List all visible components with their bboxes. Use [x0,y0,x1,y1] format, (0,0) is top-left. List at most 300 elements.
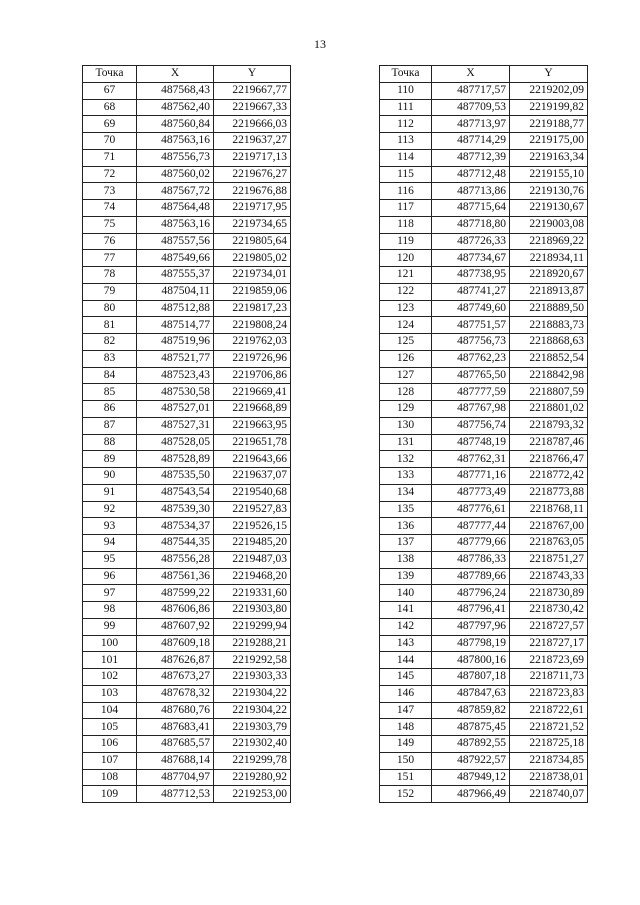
y-coordinate-cell: 2219304,22 [214,685,291,702]
table-row [380,334,588,351]
point-number-cell: 69 [83,116,137,133]
x-coordinate-cell: 487773,49 [432,484,510,501]
x-coordinate-cell: 487539,30 [137,501,214,518]
table-row [380,434,588,451]
y-coordinate-cell: 2219253,00 [214,786,291,803]
y-coordinate-cell: 2218852,54 [510,350,588,367]
table-row [380,551,588,568]
x-coordinate-cell: 487726,33 [432,233,510,250]
point-number-cell: 109 [83,786,137,803]
y-coordinate-cell: 2218913,87 [510,283,588,300]
y-coordinate-cell: 2218793,32 [510,417,588,434]
table-row [380,384,588,401]
y-coordinate-cell: 2218711,73 [510,669,588,686]
y-coordinate-cell: 2218725,18 [510,736,588,753]
table-row [83,669,291,686]
x-coordinate-cell: 487762,23 [432,350,510,367]
y-coordinate-cell: 2218723,83 [510,685,588,702]
table-row [380,216,588,233]
y-coordinate-cell: 2219188,77 [510,116,588,133]
y-coordinate-cell: 2219485,20 [214,535,291,552]
header-point: Точка [83,66,137,83]
x-coordinate-cell: 487556,73 [137,149,214,166]
y-coordinate-cell: 2219003,08 [510,216,588,233]
table-row [83,334,291,351]
y-coordinate-cell: 2219651,78 [214,434,291,451]
point-number-cell: 127 [380,367,432,384]
table-row [380,300,588,317]
point-number-cell: 141 [380,602,432,619]
point-number-cell: 142 [380,618,432,635]
x-coordinate-cell: 487606,86 [137,602,214,619]
point-number-cell: 97 [83,585,137,602]
x-coordinate-cell: 487567,72 [137,183,214,200]
point-number-cell: 129 [380,401,432,418]
point-number-cell: 111 [380,99,432,116]
table-row [83,685,291,702]
point-number-cell: 149 [380,736,432,753]
x-coordinate-cell: 487718,80 [432,216,510,233]
table-row [83,233,291,250]
point-number-cell: 144 [380,652,432,669]
x-coordinate-cell: 487543,54 [137,484,214,501]
y-coordinate-cell: 2219667,33 [214,99,291,116]
point-number-cell: 143 [380,635,432,652]
x-coordinate-cell: 487777,59 [432,384,510,401]
x-coordinate-cell: 487709,53 [432,99,510,116]
table-row [380,652,588,669]
x-coordinate-cell: 487859,82 [432,702,510,719]
x-coordinate-cell: 487504,11 [137,283,214,300]
table-row [380,618,588,635]
table-row [380,685,588,702]
x-coordinate-cell: 487875,45 [432,719,510,736]
y-coordinate-cell: 2219805,02 [214,250,291,267]
y-coordinate-cell: 2219331,60 [214,585,291,602]
table-row [380,133,588,150]
table-row [83,133,291,150]
point-number-cell: 130 [380,417,432,434]
y-coordinate-cell: 2219734,65 [214,216,291,233]
x-coordinate-cell: 487688,14 [137,752,214,769]
header-x: X [137,66,214,83]
x-coordinate-cell: 487704,97 [137,769,214,786]
y-coordinate-cell: 2219303,80 [214,602,291,619]
table-row [83,166,291,183]
y-coordinate-cell: 2219663,95 [214,417,291,434]
point-number-cell: 118 [380,216,432,233]
point-number-cell: 104 [83,702,137,719]
table-row [83,417,291,434]
x-coordinate-cell: 487564,48 [137,200,214,217]
y-coordinate-cell: 2219717,95 [214,200,291,217]
table-row [83,183,291,200]
point-number-cell: 122 [380,283,432,300]
point-number-cell: 85 [83,384,137,401]
point-number-cell: 131 [380,434,432,451]
y-coordinate-cell: 2219676,88 [214,183,291,200]
point-number-cell: 83 [83,350,137,367]
x-coordinate-cell: 487922,57 [432,752,510,769]
y-coordinate-cell: 2219303,79 [214,719,291,736]
table-row [83,317,291,334]
point-number-cell: 100 [83,635,137,652]
point-number-cell: 68 [83,99,137,116]
x-coordinate-cell: 487762,31 [432,451,510,468]
table-row [380,786,588,803]
y-coordinate-cell: 2218889,50 [510,300,588,317]
y-coordinate-cell: 2219468,20 [214,568,291,585]
point-number-cell: 77 [83,250,137,267]
table-row [380,317,588,334]
x-coordinate-cell: 487512,88 [137,300,214,317]
table-row [83,350,291,367]
x-coordinate-cell: 487535,50 [137,468,214,485]
table-row [380,166,588,183]
y-coordinate-cell: 2219527,83 [214,501,291,518]
y-coordinate-cell: 2219163,34 [510,149,588,166]
table-row [83,250,291,267]
y-coordinate-cell: 2218920,67 [510,267,588,284]
point-number-cell: 82 [83,334,137,351]
y-coordinate-cell: 2219762,03 [214,334,291,351]
table-header-row [380,66,588,83]
header-point: Точка [380,66,432,83]
y-coordinate-cell: 2219637,27 [214,133,291,150]
table-row [380,669,588,686]
point-number-cell: 136 [380,518,432,535]
y-coordinate-cell: 2219817,23 [214,300,291,317]
table-row [380,518,588,535]
y-coordinate-cell: 2218766,47 [510,451,588,468]
table-row [83,568,291,585]
point-number-cell: 87 [83,417,137,434]
y-coordinate-cell: 2218738,01 [510,769,588,786]
point-number-cell: 116 [380,183,432,200]
table-row [380,769,588,786]
x-coordinate-cell: 487609,18 [137,635,214,652]
table-row [380,585,588,602]
y-coordinate-cell: 2218730,89 [510,585,588,602]
x-coordinate-cell: 487530,58 [137,384,214,401]
table-row [380,401,588,418]
point-number-cell: 75 [83,216,137,233]
y-coordinate-cell: 2219643,66 [214,451,291,468]
point-number-cell: 145 [380,669,432,686]
table-row [83,216,291,233]
y-coordinate-cell: 2218763,05 [510,535,588,552]
x-coordinate-cell: 487949,12 [432,769,510,786]
point-number-cell: 101 [83,652,137,669]
y-coordinate-cell: 2219717,13 [214,149,291,166]
table-row [83,82,291,99]
x-coordinate-cell: 487712,39 [432,149,510,166]
x-coordinate-cell: 487734,67 [432,250,510,267]
x-coordinate-cell: 487796,24 [432,585,510,602]
point-number-cell: 93 [83,518,137,535]
y-coordinate-cell: 2219299,94 [214,618,291,635]
x-coordinate-cell: 487563,16 [137,133,214,150]
table-row [380,501,588,518]
y-coordinate-cell: 2218722,61 [510,702,588,719]
table-header-row [83,66,291,83]
x-coordinate-cell: 487712,53 [137,786,214,803]
point-number-cell: 88 [83,434,137,451]
y-coordinate-cell: 2218787,46 [510,434,588,451]
point-number-cell: 139 [380,568,432,585]
x-coordinate-cell: 487798,19 [432,635,510,652]
table-row [380,116,588,133]
point-number-cell: 132 [380,451,432,468]
x-coordinate-cell: 487807,18 [432,669,510,686]
y-coordinate-cell: 2218751,27 [510,551,588,568]
page-number: 13 [314,37,326,51]
point-number-cell: 74 [83,200,137,217]
x-coordinate-cell: 487561,36 [137,568,214,585]
x-coordinate-cell: 487528,89 [137,451,214,468]
x-coordinate-cell: 487786,33 [432,551,510,568]
point-number-cell: 67 [83,82,137,99]
y-coordinate-cell: 2218767,00 [510,518,588,535]
point-number-cell: 102 [83,669,137,686]
header-y: Y [510,66,588,83]
table-row [83,585,291,602]
point-number-cell: 70 [83,133,137,150]
x-coordinate-cell: 487779,66 [432,535,510,552]
point-number-cell: 92 [83,501,137,518]
table-row [83,267,291,284]
point-number-cell: 140 [380,585,432,602]
y-coordinate-cell: 2219726,96 [214,350,291,367]
y-coordinate-cell: 2219288,21 [214,635,291,652]
x-coordinate-cell: 487527,31 [137,417,214,434]
table-row [380,451,588,468]
point-number-cell: 134 [380,484,432,501]
x-coordinate-cell: 487599,22 [137,585,214,602]
point-number-cell: 72 [83,166,137,183]
table-row [380,233,588,250]
coordinates-table-left [82,65,291,803]
table-row [83,518,291,535]
point-number-cell: 78 [83,267,137,284]
table-row [380,350,588,367]
x-coordinate-cell: 487892,55 [432,736,510,753]
table-row [83,367,291,384]
x-coordinate-cell: 487673,27 [137,669,214,686]
y-coordinate-cell: 2219303,33 [214,669,291,686]
y-coordinate-cell: 2219669,41 [214,384,291,401]
point-number-cell: 107 [83,752,137,769]
table-row [83,300,291,317]
point-number-cell: 121 [380,267,432,284]
table-row [83,618,291,635]
table-row [83,468,291,485]
y-coordinate-cell: 2218721,52 [510,719,588,736]
point-number-cell: 73 [83,183,137,200]
table-row [83,769,291,786]
table-row [83,451,291,468]
point-number-cell: 146 [380,685,432,702]
point-number-cell: 90 [83,468,137,485]
y-coordinate-cell: 2219155,10 [510,166,588,183]
x-coordinate-cell: 487751,57 [432,317,510,334]
table-row [380,702,588,719]
y-coordinate-cell: 2218740,07 [510,786,588,803]
x-coordinate-cell: 487756,73 [432,334,510,351]
table-row [380,484,588,501]
table-row [83,434,291,451]
table-row [83,99,291,116]
point-number-cell: 76 [83,233,137,250]
point-number-cell: 124 [380,317,432,334]
y-coordinate-cell: 2219706,86 [214,367,291,384]
y-coordinate-cell: 2219526,15 [214,518,291,535]
point-number-cell: 91 [83,484,137,501]
y-coordinate-cell: 2219637,07 [214,468,291,485]
point-number-cell: 108 [83,769,137,786]
x-coordinate-cell: 487713,97 [432,116,510,133]
x-coordinate-cell: 487534,37 [137,518,214,535]
x-coordinate-cell: 487741,27 [432,283,510,300]
point-number-cell: 128 [380,384,432,401]
point-number-cell: 105 [83,719,137,736]
point-number-cell: 119 [380,233,432,250]
x-coordinate-cell: 487521,77 [137,350,214,367]
y-coordinate-cell: 2218727,17 [510,635,588,652]
y-coordinate-cell: 2218734,85 [510,752,588,769]
y-coordinate-cell: 2219304,22 [214,702,291,719]
y-coordinate-cell: 2218801,02 [510,401,588,418]
point-number-cell: 110 [380,82,432,99]
x-coordinate-cell: 487789,66 [432,568,510,585]
x-coordinate-cell: 487717,57 [432,82,510,99]
point-number-cell: 133 [380,468,432,485]
x-coordinate-cell: 487527,01 [137,401,214,418]
y-coordinate-cell: 2219859,06 [214,283,291,300]
y-coordinate-cell: 2219199,82 [510,99,588,116]
table-row [83,501,291,518]
table-row [83,752,291,769]
x-coordinate-cell: 487557,56 [137,233,214,250]
table-row [380,568,588,585]
point-number-cell: 71 [83,149,137,166]
point-number-cell: 86 [83,401,137,418]
point-number-cell: 135 [380,501,432,518]
point-number-cell: 117 [380,200,432,217]
x-coordinate-cell: 487777,44 [432,518,510,535]
x-coordinate-cell: 487563,16 [137,216,214,233]
x-coordinate-cell: 487560,84 [137,116,214,133]
x-coordinate-cell: 487796,41 [432,602,510,619]
table-row [380,149,588,166]
y-coordinate-cell: 2219667,77 [214,82,291,99]
table-row [380,99,588,116]
x-coordinate-cell: 487568,43 [137,82,214,99]
table-row [83,384,291,401]
x-coordinate-cell: 487738,95 [432,267,510,284]
table-row [83,602,291,619]
x-coordinate-cell: 487800,16 [432,652,510,669]
point-number-cell: 89 [83,451,137,468]
y-coordinate-cell: 2218772,42 [510,468,588,485]
table-row [83,736,291,753]
coordinates-table-right [379,65,588,803]
y-coordinate-cell: 2218723,69 [510,652,588,669]
point-number-cell: 106 [83,736,137,753]
point-number-cell: 80 [83,300,137,317]
table-row [83,116,291,133]
y-coordinate-cell: 2218868,63 [510,334,588,351]
y-coordinate-cell: 2219805,64 [214,233,291,250]
table-row [380,602,588,619]
y-coordinate-cell: 2218969,22 [510,233,588,250]
point-number-cell: 103 [83,685,137,702]
point-number-cell: 113 [380,133,432,150]
x-coordinate-cell: 487555,37 [137,267,214,284]
point-number-cell: 81 [83,317,137,334]
y-coordinate-cell: 2218743,33 [510,568,588,585]
table-row [83,652,291,669]
table-row [380,736,588,753]
table-row [380,267,588,284]
y-coordinate-cell: 2219130,67 [510,200,588,217]
table-row [380,250,588,267]
y-coordinate-cell: 2218883,73 [510,317,588,334]
table-row [380,200,588,217]
x-coordinate-cell: 487749,60 [432,300,510,317]
point-number-cell: 95 [83,551,137,568]
x-coordinate-cell: 487776,61 [432,501,510,518]
point-number-cell: 96 [83,568,137,585]
point-number-cell: 114 [380,149,432,166]
x-coordinate-cell: 487797,96 [432,618,510,635]
x-coordinate-cell: 487756,74 [432,417,510,434]
y-coordinate-cell: 2219668,89 [214,401,291,418]
table-row [83,719,291,736]
x-coordinate-cell: 487549,66 [137,250,214,267]
table-row [380,635,588,652]
table-row [83,200,291,217]
x-coordinate-cell: 487514,77 [137,317,214,334]
x-coordinate-cell: 487683,41 [137,719,214,736]
x-coordinate-cell: 487712,48 [432,166,510,183]
x-coordinate-cell: 487771,16 [432,468,510,485]
point-number-cell: 151 [380,769,432,786]
y-coordinate-cell: 2219487,03 [214,551,291,568]
x-coordinate-cell: 487767,98 [432,401,510,418]
table-row [83,535,291,552]
x-coordinate-cell: 487519,96 [137,334,214,351]
point-number-cell: 79 [83,283,137,300]
x-coordinate-cell: 487528,05 [137,434,214,451]
point-number-cell: 94 [83,535,137,552]
x-coordinate-cell: 487626,87 [137,652,214,669]
point-number-cell: 126 [380,350,432,367]
point-number-cell: 115 [380,166,432,183]
table-row [83,635,291,652]
header-x: X [432,66,510,83]
table-row [83,786,291,803]
y-coordinate-cell: 2218934,11 [510,250,588,267]
x-coordinate-cell: 487685,57 [137,736,214,753]
y-coordinate-cell: 2219292,58 [214,652,291,669]
table-row [380,82,588,99]
x-coordinate-cell: 487713,86 [432,183,510,200]
y-coordinate-cell: 2219666,03 [214,116,291,133]
y-coordinate-cell: 2219540,68 [214,484,291,501]
x-coordinate-cell: 487556,28 [137,551,214,568]
y-coordinate-cell: 2219202,09 [510,82,588,99]
